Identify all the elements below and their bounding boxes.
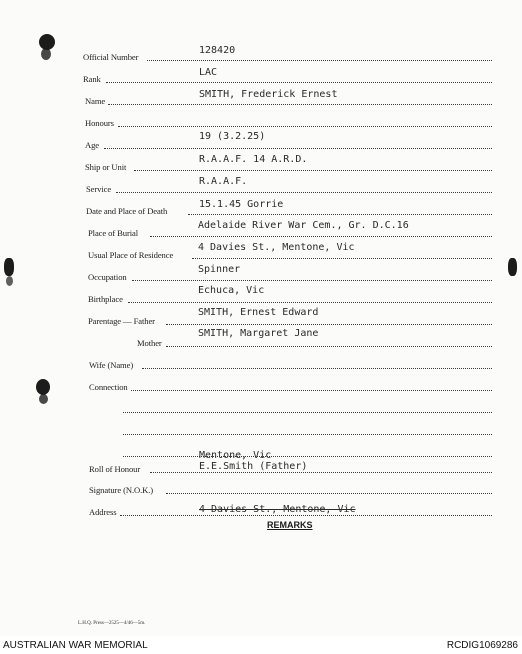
roll-of-honour-place: Mentone, Vic [199,450,272,461]
mother-line [166,346,492,347]
connection-line [131,390,492,391]
service-line [116,192,492,193]
father-value: SMITH, Ernest Edward [198,307,319,318]
signature-line [166,493,492,494]
honours-line [118,126,492,127]
footer-left: AUSTRALIAN WAR MEMORIAL [3,640,148,651]
ship-unit-value: R.A.A.F. 14 A.R.D. [199,154,308,165]
burial-line [150,236,492,237]
occupation-line [132,280,492,281]
honours-label: Honours [85,118,114,128]
roll-of-honour-label: Roll of Honour [89,464,141,474]
remarks-heading: REMARKS [267,520,313,530]
death-value: 15.1.45 Gorrie [199,199,284,210]
rank-line [106,82,492,83]
wife-label: Wife (Name) [89,360,134,370]
official-number-label: Official Number [83,52,139,62]
father-line [166,324,492,325]
roll-of-honour-by: E.E.Smith (Father) [199,461,308,472]
death-label: Date and Place of Death [86,206,168,216]
rank-value: LAC [199,67,218,78]
birthplace-label: Birthplace [88,294,123,304]
connection-label: Connection [89,382,128,392]
official-number-line [147,60,492,61]
birthplace-line [128,302,492,303]
official-number-value: 128420 [199,45,236,56]
address-label: Address [89,507,117,517]
father-label: Parentage — Father [88,316,155,326]
ship-unit-line [134,170,492,171]
punch-hole [4,258,14,276]
name-label: Name [85,96,106,106]
roll-of-honour-line [150,472,492,473]
name-line [108,104,492,105]
age-value: 19 (3.2.25) [199,131,266,142]
residence-value: 4 Davies St., Mentone, Vic [198,242,355,253]
punch-hole [508,258,517,276]
burial-label: Place of Burial [88,228,139,238]
print-code: L.H.Q. Press—2525—4/46—5m. [78,621,146,626]
signature-label: Signature (N.O.K.) [89,485,154,495]
burial-value: Adelaide River War Cem., Gr. D.C.16 [198,220,409,231]
address-line [120,515,492,516]
residence-label: Usual Place of Residence [88,250,174,260]
residence-line [192,258,492,259]
mother-label: Mother [137,338,162,348]
mother-value: SMITH, Margaret Jane [198,328,319,339]
occupation-value: Spinner [198,264,241,275]
rank-label: Rank [83,74,101,84]
occupation-label: Occupation [88,272,127,282]
wife-line [142,368,492,369]
connection-line [123,412,492,413]
punch-hole [36,379,50,395]
connection-line [123,456,492,457]
service-value: R.A.A.F. [199,176,248,187]
service-label: Service [86,184,112,194]
punch-hole [6,276,13,286]
punch-hole [39,394,48,404]
connection-line [123,434,492,435]
punch-hole [41,48,51,60]
name-value: SMITH, Frederick Ernest [199,89,338,100]
birthplace-value: Echuca, Vic [198,285,265,296]
age-label: Age [85,140,100,150]
age-line [104,148,492,149]
footer-right: RCDIG1069286 [446,640,518,651]
ship-unit-label: Ship or Unit [85,162,127,172]
death-line [188,214,492,215]
address-value: 4 Davies St., Mentone, Vic [199,504,356,515]
